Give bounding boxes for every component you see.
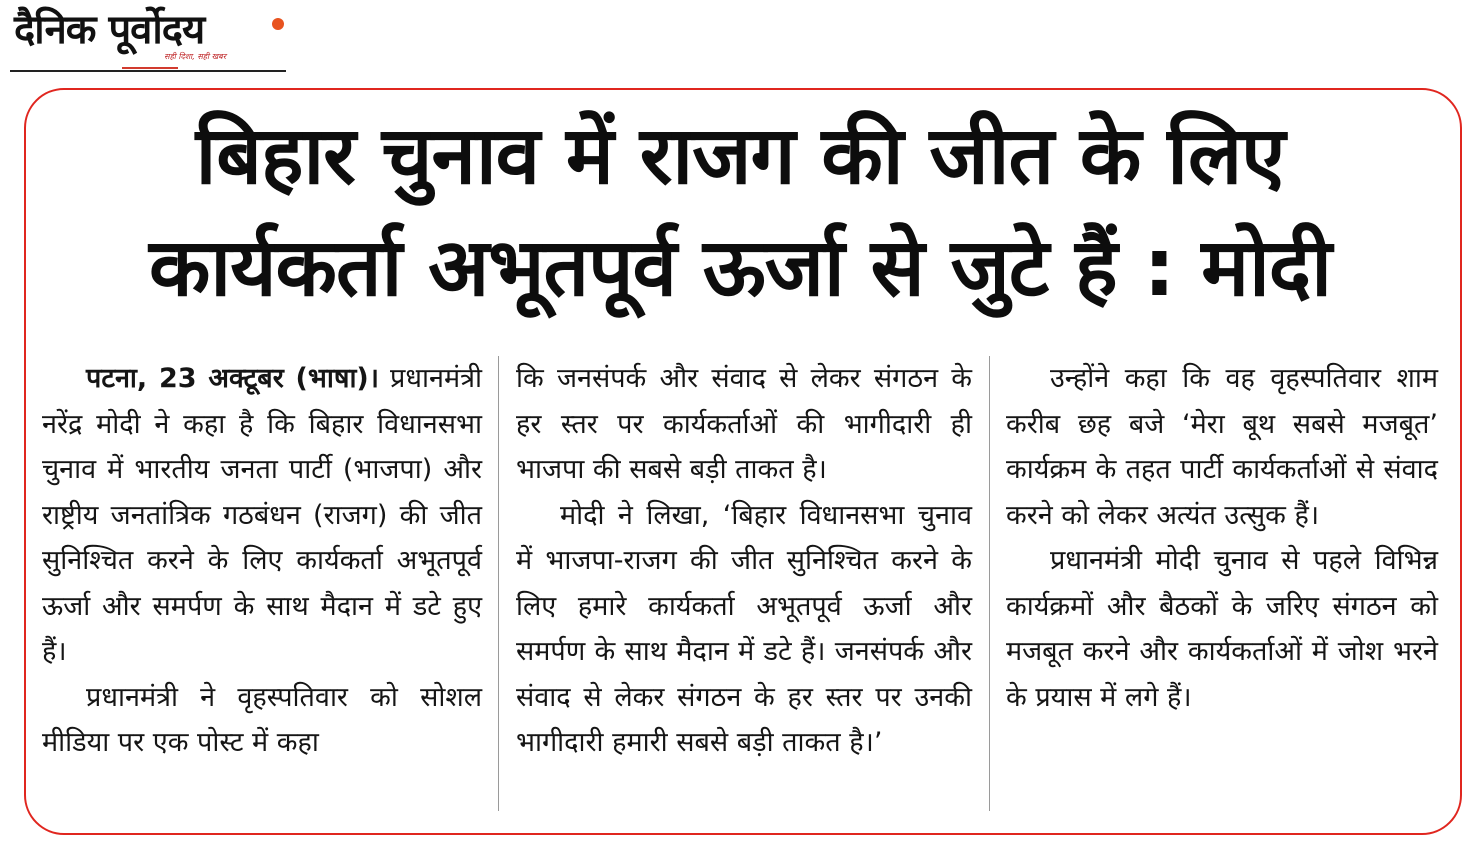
masthead bbox=[10, 6, 286, 72]
column-1-paragraph-1 bbox=[42, 356, 482, 675]
masthead-tagline: सही दिशा, सही खबर bbox=[164, 52, 226, 61]
column-2-paragraph-2: मोदी ने लिखा, ‘बिहार विधानसभा चुनाव में भाजपा-राजग की जीत सुनिश्चित करने के लिए हमारे कार्यकर्ता अभूतपूर्व ऊर्जा और समर्पण के साथ मैदान में डटे हैं। जनसंपर्क और संवाद से लेकर संगठन के हर स्तर पर उनकी भागीदारी हमारी सबसे बड़ी ताकत है।’ bbox=[516, 499, 972, 758]
article-column-3 bbox=[1006, 356, 1438, 720]
column-3-paragraph-1: उन्होंने कहा कि वह वृहस्पतिवार शाम करीब छह बजे ‘मेरा बूथ सबसे मजबूत’ कार्यक्रम के तहत पार्टी कार्यकर्ताओं से संवाद करने को लेकर अत्यंत उत्सुक हैं। bbox=[1006, 363, 1438, 531]
column-divider-1 bbox=[498, 356, 499, 811]
newspaper-logo: दैनिक पूर्वोदय bbox=[14, 7, 205, 53]
masthead-accent-rule bbox=[122, 67, 178, 69]
article-column-2 bbox=[516, 356, 972, 766]
headline-line-2: कार्यकर्ता अभूतपूर्व ऊर्जा से जुटे हैं : मोदी bbox=[148, 221, 1332, 314]
column-divider-2 bbox=[989, 356, 990, 811]
column-3-paragraph-2: प्रधानमंत्री मोदी चुनाव से पहले विभिन्न कार्यक्रमों और बैठकों के जरिए संगठन को मजबूत करने और कार्यकर्ताओं में जोश भरने के प्रयास में लगे हैं। bbox=[1006, 545, 1438, 713]
column-2-paragraph-1: कि जनसंपर्क और संवाद से लेकर संगठन के हर स्तर पर कार्यकर्ताओं की भागीदारी ही भाजपा की सबसे बड़ी ताकत है। bbox=[516, 363, 972, 485]
column-1-paragraph-2: प्रधानमंत्री ने वृहस्पतिवार को सोशल मीडिया पर एक पोस्ट में कहा bbox=[42, 681, 482, 758]
article-headline bbox=[40, 100, 1440, 324]
dateline: पटना, 23 अक्टूबर (भाषा)। bbox=[86, 363, 380, 394]
article-column-1 bbox=[42, 356, 482, 766]
masthead-underline bbox=[10, 70, 286, 72]
logo-accent-dot bbox=[272, 18, 284, 30]
column-1-paragraph-1-text: प्रधानमंत्री नरेंद्र मोदी ने कहा है कि बिहार विधानसभा चुनाव में भारतीय जनता पार्टी (भाजपा) और राष्ट्रीय जनतांत्रिक गठबंधन (राजग) की जीत सुनिश्चित करने के लिए कार्यकर्ता अभूतपूर्व ऊर्जा और समर्पण के साथ मैदान में डटे हुए हैं। bbox=[42, 363, 482, 667]
headline-line-1: बिहार चुनाव में राजग की जीत के लिए bbox=[195, 109, 1285, 202]
